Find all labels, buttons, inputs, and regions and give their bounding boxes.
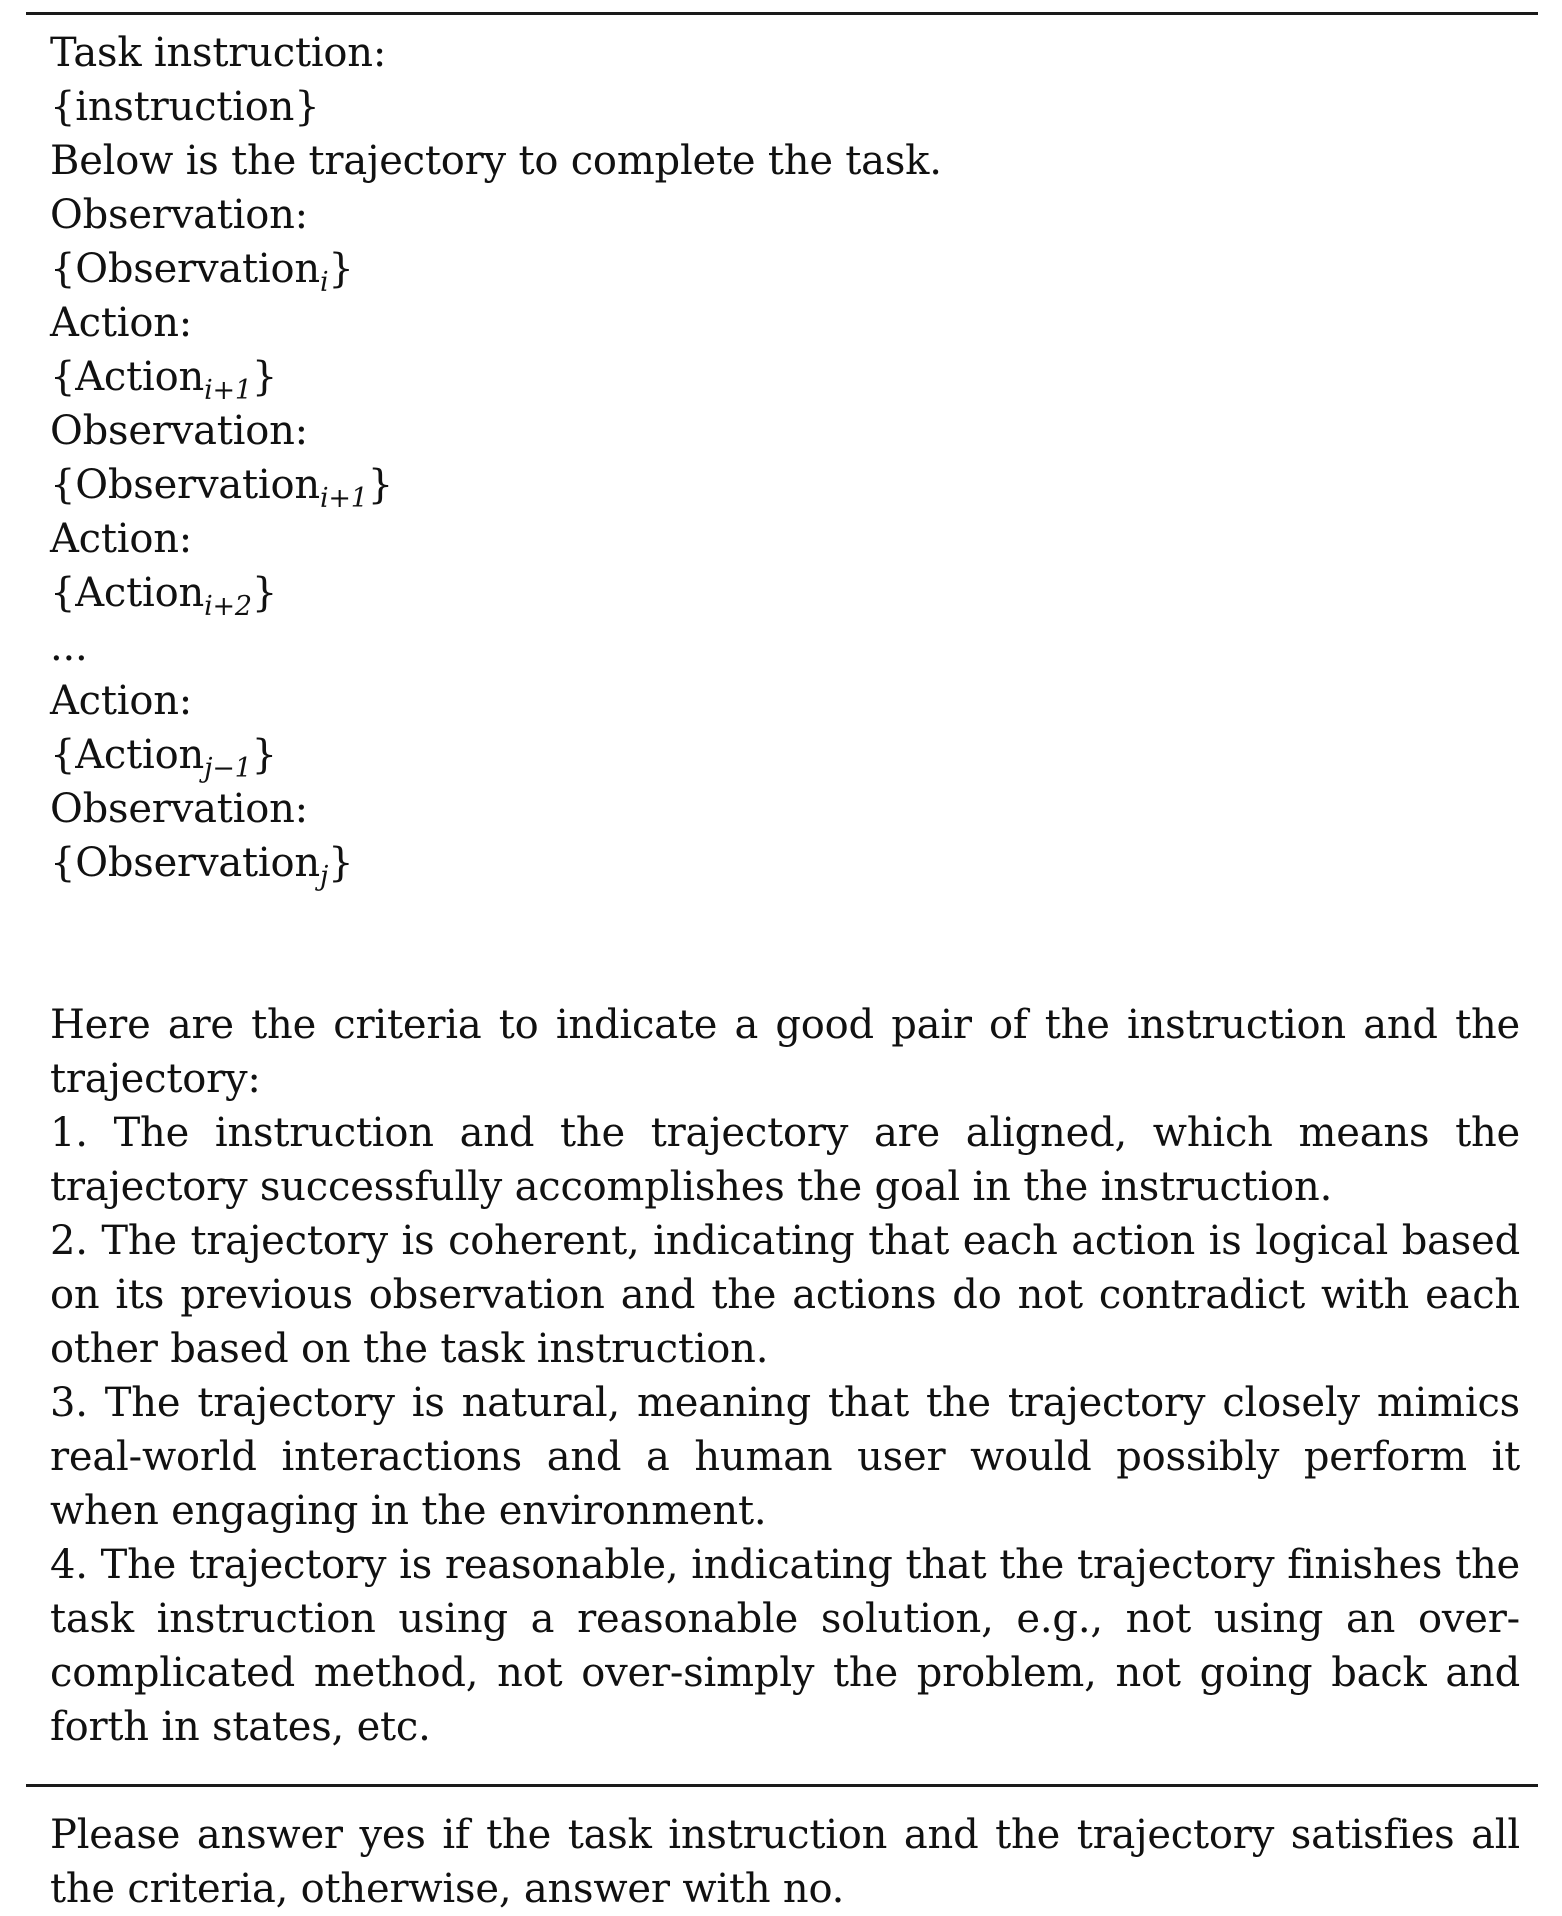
ellipsis: ... [50,624,88,670]
action-label: Action: [50,300,193,346]
criterion-1: 1. The instruction and the trajectory are aligned, which means the trajectory successfully accomplishes the goal in the instruction. [50,1110,1520,1210]
criterion-3: 3. The trajectory is natural, meaning that the trajectory closely mimics real-world interactions and a human user would possibly perform it when engaging in the environment. [50,1380,1520,1534]
spacer [50,890,1520,998]
trajectory-intro: Below is the trajectory to complete the task. [50,138,942,184]
observation-label: Observation: [50,408,308,454]
observation-label: Observation: [50,786,308,832]
criteria-intro: Here are the criteria to indicate a good pair of the instruction and the trajectory: [50,1002,1520,1102]
observation-placeholder: {Observation$_j$} [50,840,354,892]
action-placeholder: {Action$_{i+1}$} [50,354,278,406]
action-placeholder: {Action$_{j-1}$} [50,732,277,784]
top-rule [26,12,1538,15]
task-instruction-label: Task instruction: [50,30,387,76]
criterion-2: 2. The trajectory is coherent, indicating that each action is logical based on its previous observation and the actions do not contradict with each other based on the task instruction. [50,1218,1520,1372]
closing-instruction: Please answer yes if the task instruction and the trajectory satisfies all the criteria, otherwise, answer with no. [50,1812,1520,1912]
prompt-content [50,26,1520,1916]
observation-placeholder: {Observation$_i$} [50,246,354,298]
action-placeholder: {Action$_{i+2}$} [50,570,278,622]
spacer [50,1754,1520,1808]
action-label: Action: [50,678,193,724]
observation-label: Observation: [50,192,308,238]
criterion-4: 4. The trajectory is reasonable, indicating that the trajectory finishes the task instruction using a reasonable solution, e.g., not using an over-complicated method, not over-simply the problem, not going back and forth in states, etc. [50,1542,1520,1750]
observation-placeholder: {Observation$_{i+1}$} [50,462,394,514]
action-label: Action: [50,516,193,562]
bottom-rule [26,1784,1538,1787]
instruction-placeholder: {instruction} [50,84,320,130]
